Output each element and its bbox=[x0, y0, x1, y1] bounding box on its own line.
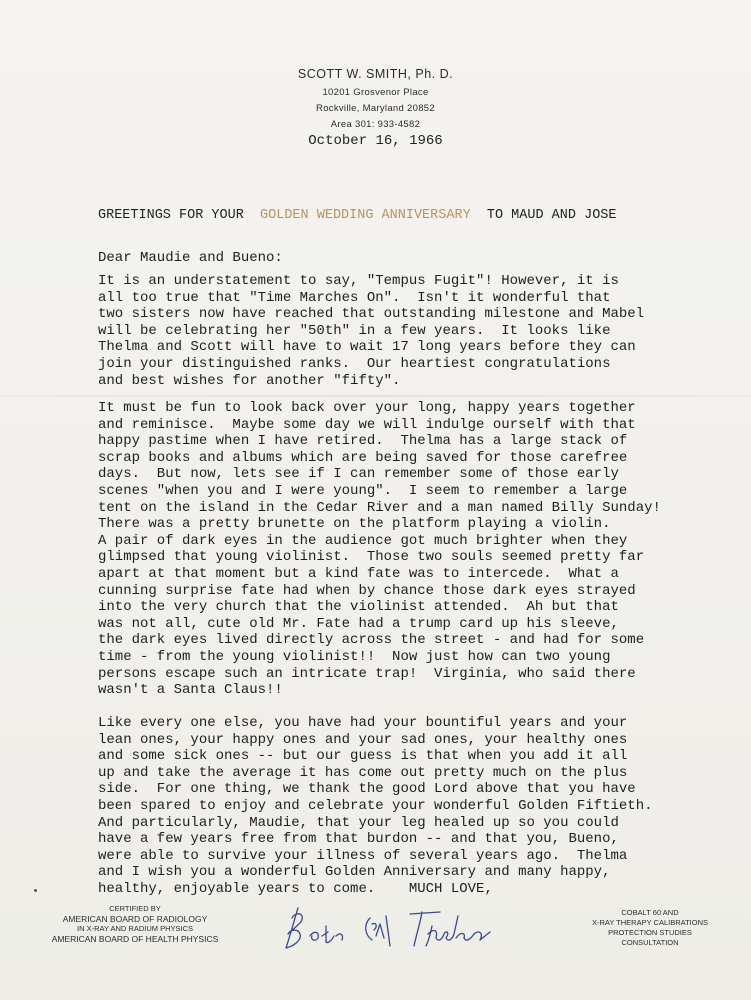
footer-right-line1: COBALT 60 AND bbox=[621, 908, 679, 917]
greeting-part2: TO MAUD AND JOSE bbox=[470, 208, 617, 223]
footer-right-line4: CONSULTATION bbox=[621, 938, 679, 947]
footer-services bbox=[565, 908, 735, 948]
letterhead-name: SCOTT W. SMITH, Ph. D. bbox=[297, 67, 454, 81]
handwritten-signature bbox=[280, 896, 510, 956]
greeting-line bbox=[98, 208, 617, 223]
footer-left-line4: AMERICAN BOARD OF HEALTH PHYSICS bbox=[51, 934, 219, 944]
paragraph-2: It must be fun to look back over your long, happy years together and reminisce. Maybe some day we will indulge ourself with that happy pastime when I have retired. Thelma has a large stack of scrap books and albums which are being saved for those carefree days. But now, lets see if I can remember some of those early scenes "when you and I were young". I seem to remember a large tent on the island in the Cedar River and a man named Billy Sunday! There was a pretty brunette on the platform playing a violin. A pair of dark eyes in the audience got much brighter when they glimpsed that young violinist. Those two souls seemed pretty far apart at that moment but a kind fate was to intercede. What a cunning surprise fate had when by chance those dark eyes strayed into the very church that the violinist attended. Ah but that was not all, cute old Mr. Fate had a trump card up his sleeve, the dark eyes lived directly across the street - and had for some time - from the young violinist!! Now just how can two young persons escape such an intricate trap! Virginia, who said there wasn't a Santa Claus!! bbox=[98, 400, 661, 699]
greeting-highlight: GOLDEN WEDDING ANNIVERSARY bbox=[260, 208, 471, 223]
footer-left-line1: CERTIFIED BY bbox=[109, 904, 161, 913]
footer-left-line2: AMERICAN BOARD OF RADIOLOGY bbox=[62, 914, 208, 924]
letter-date: October 16, 1966 bbox=[308, 133, 443, 149]
paper-fold bbox=[0, 395, 751, 397]
footer-right-line3: PROTECTION STUDIES bbox=[608, 928, 692, 937]
letterhead-phone: Area 301: 933-4582 bbox=[330, 119, 421, 130]
letterhead-address-city: Rockville, Maryland 20852 bbox=[316, 103, 435, 114]
footer-right-line2: X-RAY THERAPY CALIBRATIONS bbox=[591, 918, 708, 927]
footer-left-line3: IN X-RAY AND RADIUM PHYSICS bbox=[77, 924, 193, 933]
footer-certifications bbox=[30, 904, 240, 944]
letterhead-address-street: 10201 Grosvenor Place bbox=[322, 87, 429, 98]
paragraph-1: It is an understatement to say, "Tempus Fugit"! However, it is all too true that "Time Marches On". Isn't it wonderful that two sisters now have reached that outstanding milestone and Mabel will be celebrating her "50th" in a few years. It looks like Thelma and Scott will have to wait 17 long years before they can join your distinguished ranks. Our heartiest congratulations and best wishes for another "fifty". bbox=[98, 273, 645, 389]
greeting-part1: GREETINGS FOR YOUR bbox=[98, 208, 261, 223]
paragraph-3: Like every one else, you have had your bountiful years and your lean ones, your happy ones and your sad ones, your healthy ones and some sick ones -- but our guess is that when you add it all up and take the average it has come out pretty much on the plus side. For one thing, we thank the good Lord above that you have been spared to enjoy and celebrate your wonderful Golden Fiftieth. And particularly, Maudie, that your leg healed up so you could have a few years free from that burdon -- and that you, Bueno, were able to survive your illness of several years ago. Thelma and I wish you a wonderful Golden Anniversary and many happy, healthy, enjoyable years to come. MUCH LOVE, bbox=[98, 715, 653, 897]
salutation: Dear Maudie and Bueno: bbox=[98, 250, 283, 266]
margin-dot bbox=[34, 889, 37, 892]
